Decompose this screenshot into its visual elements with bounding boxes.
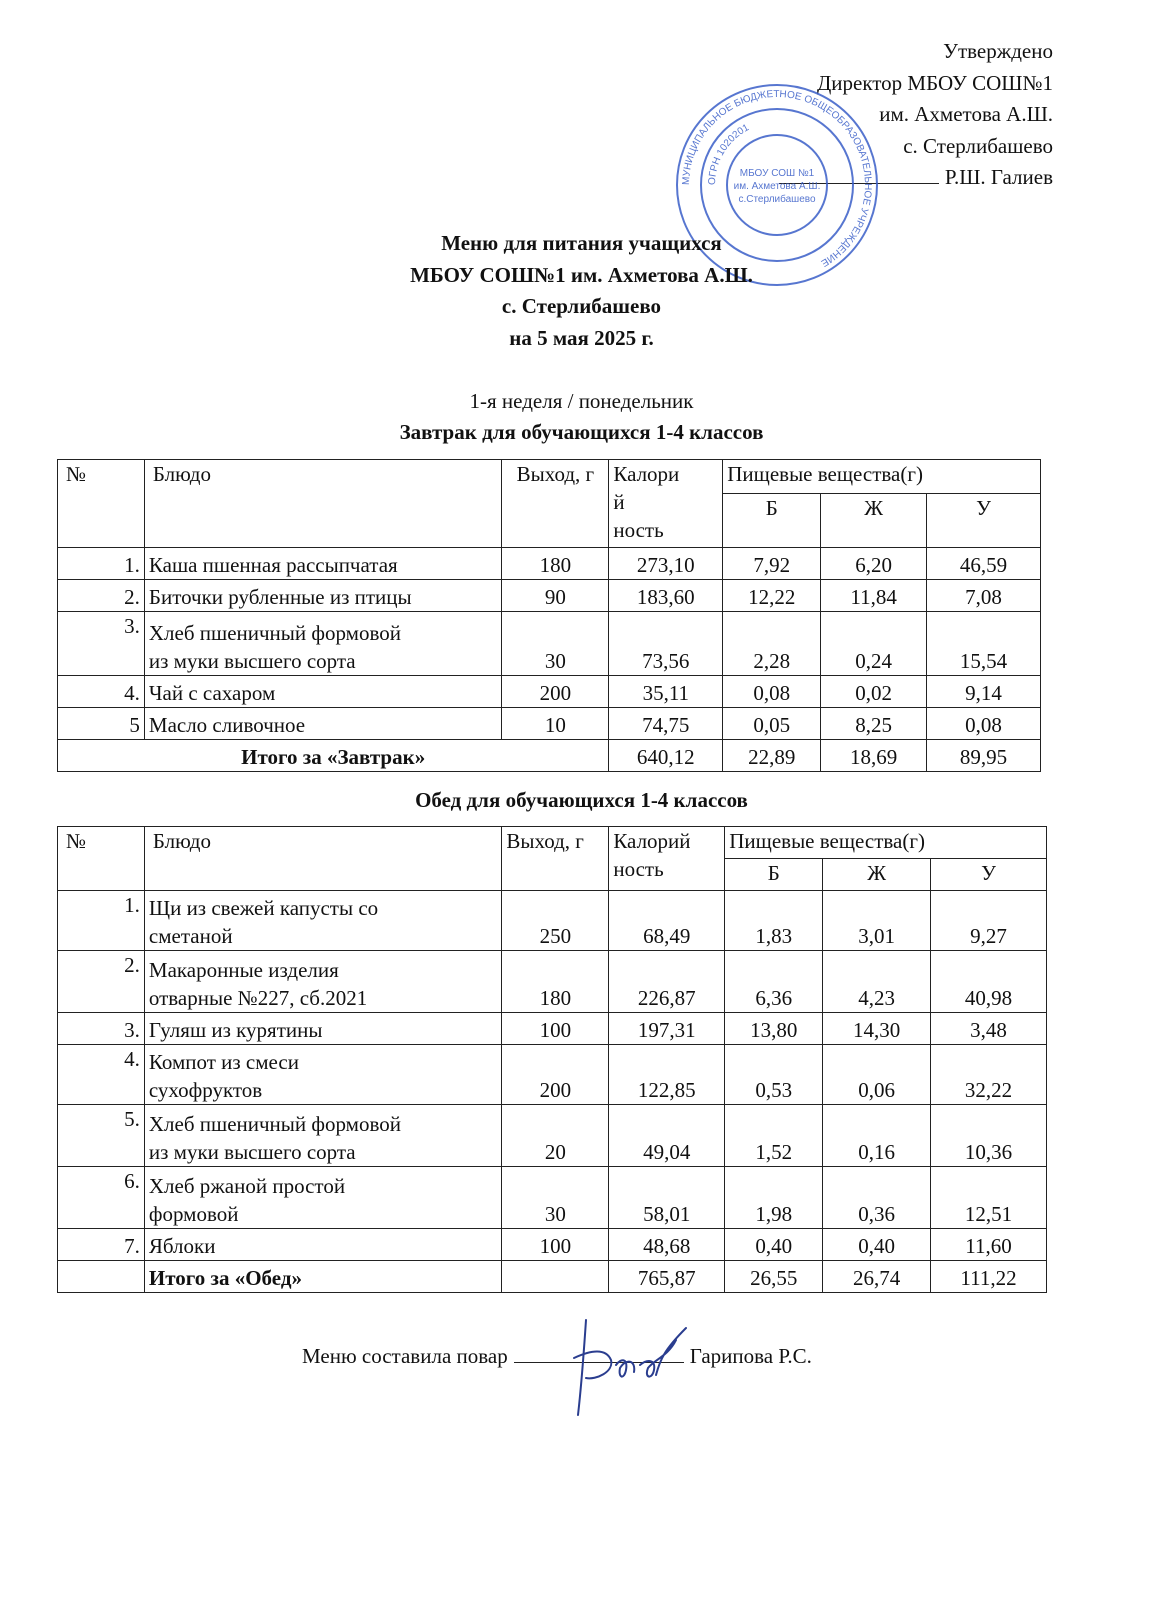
row-u: 40,98 bbox=[931, 951, 1047, 1013]
row-dish-line1: Хлеб ржаной простой bbox=[148, 1174, 346, 1198]
row-yield: 30 bbox=[502, 1167, 609, 1229]
row-zh: 3,01 bbox=[823, 891, 931, 951]
table-row bbox=[58, 891, 1047, 951]
row-b: 0,05 bbox=[723, 708, 821, 740]
row-dish-line2: формовой bbox=[148, 1202, 239, 1226]
total-empty-cell bbox=[502, 1261, 609, 1293]
row-zh: 0,24 bbox=[821, 612, 927, 676]
title-line2: МБОУ СОШ№1 им. Ахметова А.Ш. bbox=[410, 262, 753, 287]
row-num: 6. bbox=[58, 1167, 145, 1229]
row-dish bbox=[144, 612, 502, 676]
total-u: 111,22 bbox=[931, 1261, 1047, 1293]
row-num: 1. bbox=[58, 891, 145, 951]
row-num: 2. bbox=[58, 951, 145, 1013]
header-calories bbox=[609, 827, 725, 891]
table-row bbox=[58, 1013, 1047, 1045]
row-zh: 0,16 bbox=[823, 1105, 931, 1167]
title-date: на 5 мая 2025 г. bbox=[509, 325, 654, 350]
table-row bbox=[58, 580, 1041, 612]
row-u: 15,54 bbox=[927, 612, 1041, 676]
row-zh: 14,30 bbox=[823, 1013, 931, 1045]
row-yield: 180 bbox=[502, 548, 609, 580]
row-zh: 6,20 bbox=[821, 548, 927, 580]
row-yield: 100 bbox=[502, 1013, 609, 1045]
row-u: 46,59 bbox=[927, 548, 1041, 580]
row-cal: 74,75 bbox=[609, 708, 723, 740]
stamp-center-line3: с.Стерлибашево bbox=[738, 194, 816, 205]
total-zh: 18,69 bbox=[821, 740, 927, 772]
total-row bbox=[58, 740, 1041, 772]
breakfast-table bbox=[57, 459, 1041, 772]
row-dish: Яблоки bbox=[144, 1229, 502, 1261]
row-dish-line2: из муки высшего сорта bbox=[148, 649, 356, 673]
row-num: 2. bbox=[58, 580, 145, 612]
row-num: 5. bbox=[58, 1105, 145, 1167]
row-zh: 8,25 bbox=[821, 708, 927, 740]
total-zh: 26,74 bbox=[823, 1261, 931, 1293]
row-u: 32,22 bbox=[931, 1045, 1047, 1105]
row-dish-line2: сметаной bbox=[148, 924, 233, 948]
row-b: 2,28 bbox=[723, 612, 821, 676]
approval-director-name: Р.Ш. Галиев bbox=[944, 165, 1053, 189]
row-b: 7,92 bbox=[723, 548, 821, 580]
row-b: 1,98 bbox=[725, 1167, 823, 1229]
total-label: Итого за «Завтрак» bbox=[58, 740, 609, 772]
page-title bbox=[0, 228, 1163, 354]
row-cal: 49,04 bbox=[609, 1105, 725, 1167]
table-row bbox=[58, 548, 1041, 580]
footer-prefix: Меню составила повар bbox=[302, 1344, 508, 1368]
header-calories-l2: ность bbox=[613, 857, 664, 881]
row-b: 13,80 bbox=[725, 1013, 823, 1045]
row-dish-line1: Компот из смеси bbox=[148, 1050, 299, 1074]
row-dish bbox=[144, 1167, 502, 1229]
total-row bbox=[58, 1261, 1047, 1293]
header-u: У bbox=[927, 494, 1041, 548]
row-dish: Каша пшенная рассыпчатая bbox=[144, 548, 502, 580]
row-zh: 0,40 bbox=[823, 1229, 931, 1261]
row-dish-line2: сухофруктов bbox=[148, 1078, 263, 1102]
title-line3: с. Стерлибашево bbox=[501, 294, 662, 318]
stamp-mid-text: ОГРН 1020201 bbox=[706, 122, 751, 186]
header-b: Б bbox=[725, 859, 823, 891]
header-calories-l2: й bbox=[613, 490, 625, 514]
row-dish: Чай с сахаром bbox=[144, 676, 502, 708]
table-row bbox=[58, 1167, 1047, 1229]
row-dish bbox=[144, 951, 502, 1013]
approval-position: Директор МБОУ СОШ№1 bbox=[816, 70, 1053, 95]
table-row bbox=[58, 1229, 1047, 1261]
row-yield: 200 bbox=[502, 676, 609, 708]
approval-village: с. Стерлибашево bbox=[903, 133, 1053, 158]
row-dish-line1: Хлеб пшеничный формовой bbox=[148, 1112, 401, 1136]
table-row bbox=[58, 708, 1041, 740]
header-calories bbox=[609, 460, 723, 548]
row-b: 0,40 bbox=[725, 1229, 823, 1261]
header-calories-l1: Калори bbox=[613, 462, 680, 486]
row-cal: 58,01 bbox=[609, 1167, 725, 1229]
row-cal: 73,56 bbox=[609, 612, 723, 676]
row-yield: 30 bbox=[502, 612, 609, 676]
row-num: 3. bbox=[58, 612, 145, 676]
row-dish: Масло сливочное bbox=[144, 708, 502, 740]
row-cal: 68,49 bbox=[609, 891, 725, 951]
row-num: 4. bbox=[58, 676, 145, 708]
row-num: 5 bbox=[58, 708, 145, 740]
header-nutrients: Пищевые вещества(г) bbox=[725, 827, 1047, 859]
row-zh: 0,02 bbox=[821, 676, 927, 708]
lunch-section-title: Обед для обучающихся 1-4 классов bbox=[415, 788, 748, 812]
row-b: 1,83 bbox=[725, 891, 823, 951]
row-u: 9,27 bbox=[931, 891, 1047, 951]
row-dish-line2: отварные №227, сб.2021 bbox=[148, 986, 368, 1010]
row-zh: 4,23 bbox=[823, 951, 931, 1013]
row-yield: 250 bbox=[502, 891, 609, 951]
row-num: 1. bbox=[58, 548, 145, 580]
total-cal: 765,87 bbox=[609, 1261, 725, 1293]
stamp-center-line2: им. Ахметова А.Ш. bbox=[733, 181, 821, 192]
row-u: 9,14 bbox=[927, 676, 1041, 708]
total-cal: 640,12 bbox=[609, 740, 723, 772]
week-day: 1-я неделя / понедельник bbox=[469, 389, 694, 413]
lunch-table bbox=[57, 826, 1047, 1293]
header-num: № bbox=[58, 827, 145, 891]
row-num: 3. bbox=[58, 1013, 145, 1045]
row-u: 7,08 bbox=[927, 580, 1041, 612]
row-b: 6,36 bbox=[725, 951, 823, 1013]
table-row bbox=[58, 612, 1041, 676]
row-yield: 180 bbox=[502, 951, 609, 1013]
header-zh: Ж bbox=[821, 494, 927, 548]
row-u: 3,48 bbox=[931, 1013, 1047, 1045]
header-dish: Блюдо bbox=[144, 827, 502, 891]
row-yield: 10 bbox=[502, 708, 609, 740]
header-zh: Ж bbox=[823, 859, 931, 891]
row-yield: 90 bbox=[502, 580, 609, 612]
row-dish: Биточки рубленные из птицы bbox=[144, 580, 502, 612]
total-label: Итого за «Обед» bbox=[144, 1261, 502, 1293]
handwritten-signature bbox=[556, 1310, 696, 1420]
row-dish-line2: из муки высшего сорта bbox=[148, 1140, 356, 1164]
row-zh: 11,84 bbox=[821, 580, 927, 612]
footer-cook-name: Гарипова Р.С. bbox=[689, 1344, 812, 1368]
row-u: 11,60 bbox=[931, 1229, 1047, 1261]
row-cal: 197,31 bbox=[609, 1013, 725, 1045]
row-zh: 0,06 bbox=[823, 1045, 931, 1105]
row-cal: 273,10 bbox=[609, 548, 723, 580]
breakfast-section-title: Завтрак для обучающихся 1-4 классов bbox=[399, 420, 764, 444]
row-dish-line1: Макаронные изделия bbox=[148, 958, 339, 982]
row-cal: 35,11 bbox=[609, 676, 723, 708]
row-yield: 20 bbox=[502, 1105, 609, 1167]
row-cal: 48,68 bbox=[609, 1229, 725, 1261]
header-u: У bbox=[931, 859, 1047, 891]
row-b: 0,53 bbox=[725, 1045, 823, 1105]
header-calories-l3: ность bbox=[613, 518, 664, 542]
row-dish bbox=[144, 891, 502, 951]
approval-title: Утверждено bbox=[943, 39, 1053, 63]
row-u: 10,36 bbox=[931, 1105, 1047, 1167]
total-u: 89,95 bbox=[927, 740, 1041, 772]
row-b: 12,22 bbox=[723, 580, 821, 612]
title-line1: Меню для питания учащихся bbox=[441, 231, 722, 255]
stamp-outer-text: МУНИЦИПАЛЬНОЕ БЮДЖЕТНОЕ ОБЩЕОБРАЗОВАТЕЛЬНОЕ УЧРЕЖДЕНИЕ bbox=[680, 88, 874, 269]
row-dish-line1: Щи из свежей капусты со bbox=[148, 896, 379, 920]
row-cal: 122,85 bbox=[609, 1045, 725, 1105]
row-dish: Гуляш из курятины bbox=[144, 1013, 502, 1045]
row-b: 0,08 bbox=[723, 676, 821, 708]
table-row bbox=[58, 951, 1047, 1013]
row-dish bbox=[144, 1105, 502, 1167]
total-b: 26,55 bbox=[725, 1261, 823, 1293]
row-u: 0,08 bbox=[927, 708, 1041, 740]
header-calories-l1: Калорий bbox=[613, 829, 691, 853]
total-b: 22,89 bbox=[723, 740, 821, 772]
header-yield: Выход, г bbox=[502, 460, 609, 548]
row-zh: 0,36 bbox=[823, 1167, 931, 1229]
header-num: № bbox=[58, 460, 145, 548]
row-cal: 226,87 bbox=[609, 951, 725, 1013]
row-u: 12,51 bbox=[931, 1167, 1047, 1229]
row-num: 4. bbox=[58, 1045, 145, 1105]
row-b: 1,52 bbox=[725, 1105, 823, 1167]
approval-school: им. Ахметова А.Ш. bbox=[879, 102, 1053, 126]
header-yield: Выход, г bbox=[502, 827, 609, 891]
table-row bbox=[58, 1045, 1047, 1105]
row-yield: 100 bbox=[502, 1229, 609, 1261]
header-dish: Блюдо bbox=[144, 460, 502, 548]
row-dish-line1: Хлеб пшеничный формовой bbox=[148, 621, 401, 645]
header-b: Б bbox=[723, 494, 821, 548]
table-row bbox=[58, 676, 1041, 708]
total-empty-cell bbox=[58, 1261, 145, 1293]
header-nutrients: Пищевые вещества(г) bbox=[723, 460, 1041, 494]
row-yield: 200 bbox=[502, 1045, 609, 1105]
row-dish bbox=[144, 1045, 502, 1105]
table-row bbox=[58, 1105, 1047, 1167]
row-num: 7. bbox=[58, 1229, 145, 1261]
row-cal: 183,60 bbox=[609, 580, 723, 612]
stamp-center-line1: МБОУ СОШ №1 bbox=[739, 168, 815, 179]
